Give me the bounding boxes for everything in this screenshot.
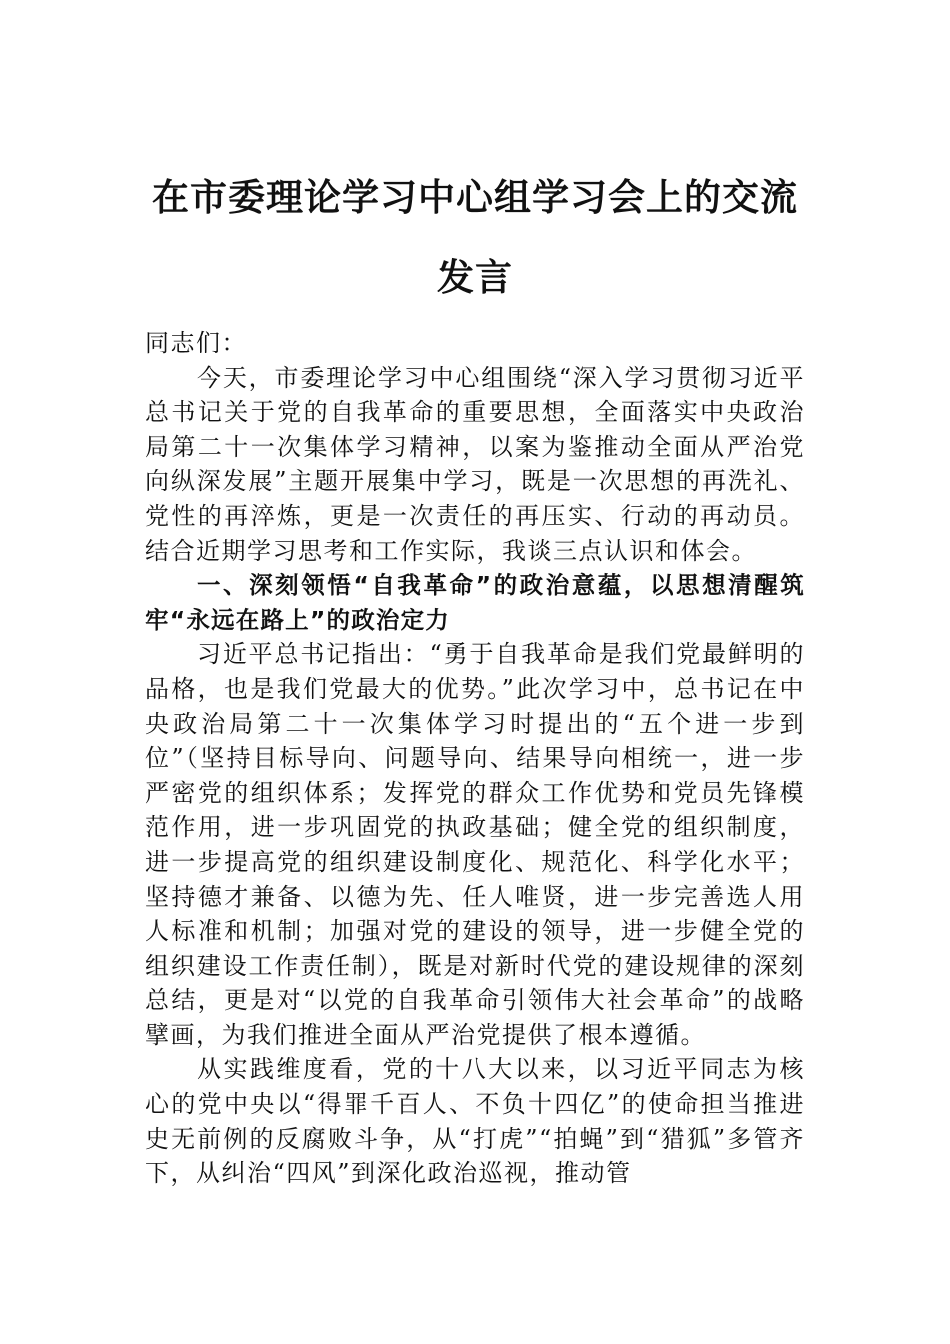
section-1-paragraph-2: 从实践维度看，党的十八大以来，以习近平同志为核心的党中央以“得罪千百人、不负十四亿”的使命担当推进史无前例的反腐败斗争，从“打虎”“拍蝇”到“猎狐”多管齐下，从纠治“四风”到深化政治巡视，推动管 (145, 1055, 805, 1188)
intro-paragraph: 今天，市委理论学习中心组围绕“深入学习贯彻习近平总书记关于党的自我革命的重要思想，全面落实中央政治局第二十一次集体学习精神，以案为鉴推动全面从严治党向纵深发展”主题开展集中学习，既是一次思想的再洗礼、党性的再淬炼，更是一次责任的再压实、行动的再动员。结合近期学习思考和工作实际，我谈三点认识和体会。 (145, 363, 805, 565)
document-title: 在市委理论学习中心组学习会上的交流发言 (152, 176, 798, 299)
section-heading-1: 一、深刻领悟“自我革命”的政治意蕴，以思想清醒筑牢“永远在路上”的政治定力 (145, 571, 805, 634)
salutation: 同志们： (145, 329, 247, 357)
section-1-paragraph-1: 习近平总书记指出：“勇于自我革命是我们党最鲜明的品格，也是我们党最大的优势。”此次学习中，总书记在中央政治局第二十一次集体学习时提出的“五个进一步到位”（坚持目标导向、问题导向、结果导向相统一，进一步严密党的组织体系；发挥党的群众工作优势和党员先锋模范作用，进一步巩固党的执政基础；健全党的组织制度，进一步提高党的组织建设制度化、规范化、科学化水平；坚持德才兼备、以德为先、任人唯贤，进一步完善选人用人标准和机制；加强对党的建设的领导，进一步健全党的组织建设工作责任制），既是对新时代党的建设规律的深刻总结，更是对“以党的自我革命引领伟大社会革命”的战略擘画，为我们推进全面从严治党提供了根本遵循。 (145, 640, 805, 1049)
document-body (145, 326, 805, 1191)
